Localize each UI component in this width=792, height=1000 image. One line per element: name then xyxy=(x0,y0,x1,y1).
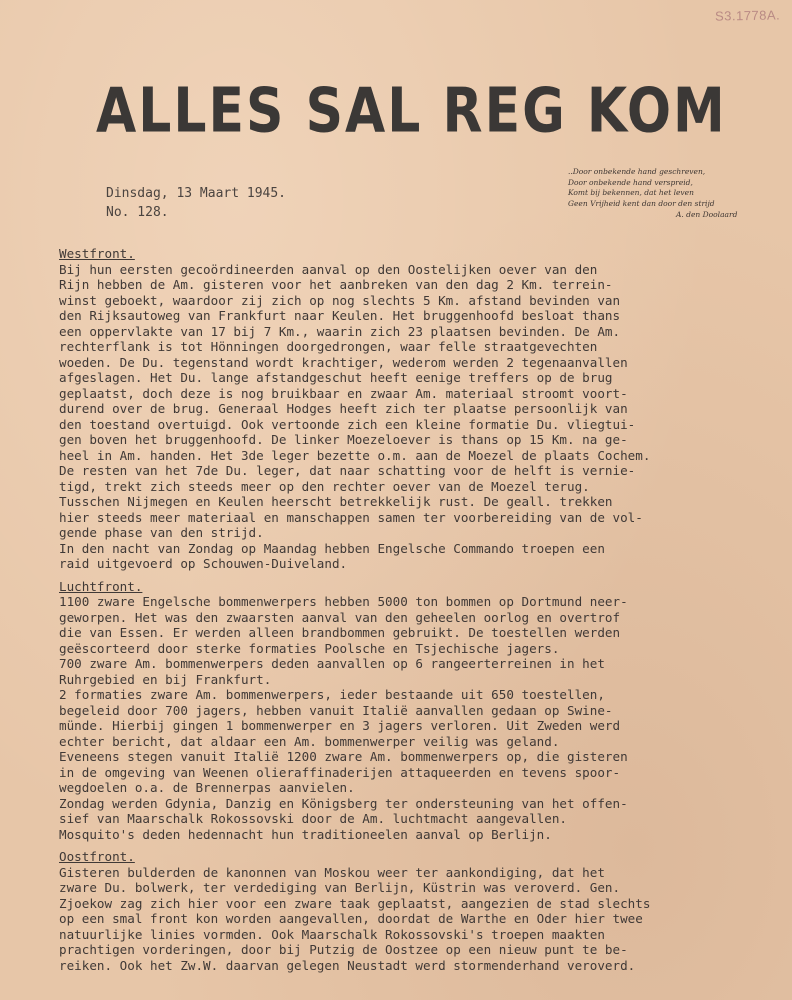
section-westfront xyxy=(59,246,787,572)
text-line: zware Du. bolwerk, ter verdediging van Berlijn, Küstrin was veroverd. Gen. xyxy=(59,880,621,895)
text-line: Bij hun eersten gecoördineerden aanval op den Oostelijken oever van den xyxy=(59,261,598,277)
text-line: wegdoelen o.a. de Brennerpas aanvielen. xyxy=(59,780,355,795)
text-line: münde. Hierbij gingen 1 bommenwerper en 3 jagers verloren. Uit Zweden werd xyxy=(59,718,621,733)
text-line: rechterflank is tot Hönningen doorgedrongen, waar felle straatgevechten xyxy=(59,339,598,354)
motto-line: Geen Vrijheid kent dan door den strijd xyxy=(568,198,715,208)
text-line: geëscorteerd door sterke formaties Poolsche en Tsjechische jagers. xyxy=(59,640,560,656)
section-spacer xyxy=(59,572,787,579)
text-line: natuurlijke linies vormden. Ook Maarschalk Rokossovski's troepen maakten xyxy=(59,926,605,942)
motto-verse xyxy=(568,167,737,221)
text-line: raid uitgevoerd op Schouwen-Duiveland. xyxy=(59,556,348,571)
text-line: prachtigen vorderingen, door bij Putzig de Oostzee op een nieuw punt te be- xyxy=(59,942,628,957)
text-line: Rijn hebben de Am. gisteren voor het aanbreken van den dag 2 Km. terrein- xyxy=(59,277,613,292)
text-line: die van Essen. Er werden alleen brandbommen gebruikt. De toestellen werden xyxy=(59,625,621,640)
text-line: op een smal front kon worden aangevallen, doordat de Warthe en Oder hier twee xyxy=(59,911,643,926)
section-heading: Oostfront. xyxy=(59,849,135,864)
masthead-title: ALLES SAL REG KOM xyxy=(96,76,727,147)
text-line: hier steeds meer materiaal en manschappen samen ter voorbereiding van de vol- xyxy=(59,509,643,525)
motto-line: Komt bij bekennen, dat het leven xyxy=(568,188,694,197)
section-heading: Luchtfront. xyxy=(59,578,143,594)
text-line: Tusschen Nijmegen en Keulen heerscht betrekkelijk rust. De geall. trekken xyxy=(59,494,613,509)
text-line: een oppervlakte van 17 bij 7 Km., waarin zich 23 plaatsen bevinden. De Am. xyxy=(59,323,621,339)
text-line: 1100 zware Engelsche bommenwerpers hebben 5000 ton bommen op Dortmund neer- xyxy=(59,594,628,609)
archive-reference: S3.1778A. xyxy=(714,7,781,24)
text-line: In den nacht van Zondag op Maandag hebben Engelsche Commando troepen een xyxy=(59,540,605,556)
text-line: in de omgeving van Weenen olieraffinaderijen attaqueerden en tevens spoor- xyxy=(59,764,621,780)
text-line: Zondag werden Gdynia, Danzig en Königsberg ter ondersteuning van het offen- xyxy=(59,795,628,811)
issue-date: Dinsdag, 13 Maart 1945. xyxy=(106,186,287,201)
text-line: Gisteren bulderden de kanonnen van Moskou weer ter aankondiging, dat het xyxy=(59,864,605,880)
dateline xyxy=(106,184,286,222)
motto-line: ..Door onbekende hand geschreven, xyxy=(568,167,706,176)
text-line: durend over de brug. Generaal Hodges heeft zich ter plaatse persoonlijk van xyxy=(59,401,628,416)
issue-number: No. 128. xyxy=(106,205,169,220)
section-spacer xyxy=(59,842,787,849)
text-line: gende phase van den strijd. xyxy=(59,525,264,540)
section-luchtfront xyxy=(59,572,787,843)
text-line: Mosquito's deden hedennacht hun traditioneelen aanval op Berlijn. xyxy=(59,826,552,842)
text-line: sief van Maarschalk Rokossovski door de Am. luchtmacht aangevallen. xyxy=(59,811,567,826)
bulletin-body xyxy=(59,246,787,973)
text-line: tigd, trekt zich steeds meer op den rechter oever van de Moezel terug. xyxy=(59,478,590,494)
text-line: den Rijksautoweg van Frankfurt naar Keulen. Het bruggenhoofd besloat thans xyxy=(59,308,621,323)
motto-author: A. den Doolaard xyxy=(676,210,738,219)
text-line: heel in Am. handen. Het 3de leger bezette o.m. aan de Moezel de plaats Cochem. xyxy=(59,447,651,463)
text-line: den toestand overtuigd. Ook vertoonde zich een kleine formatie Du. vliegtui- xyxy=(59,416,636,432)
text-line: woeden. De Du. tegenstand wordt krachtiger, wederom werden 2 tegenaanvallen xyxy=(59,354,628,370)
text-line: reiken. Ook het Zw.W. daarvan gelegen Neustadt werd stormenderhand veroverd. xyxy=(59,957,636,973)
text-line: Ruhrgebied en bij Frankfurt. xyxy=(59,671,272,687)
motto-line: Door onbekende hand verspreid, xyxy=(568,177,693,187)
text-line: gen boven het bruggenhoofd. De linker Moezeloever is thans op 15 Km. na ge- xyxy=(59,432,628,447)
text-line: Eveneens stegen vanuit Italië 1200 zware Am. bommenwerpers op, die gisteren xyxy=(59,749,628,764)
text-line: De resten van het 7de Du. leger, dat naar schatting voor de helft is vernie- xyxy=(59,463,636,478)
text-line: echter bericht, dat aldaar een Am. bommenwerper veilig was geland. xyxy=(59,733,560,749)
text-line: 700 zware Am. bommenwerpers deden aanvallen op 6 rangeerterreinen in het xyxy=(59,656,605,671)
text-line: winst geboekt, waardoor zij zich op nog slechts 5 Km. afstand bevinden van xyxy=(59,292,621,308)
text-line: geworpen. Het was den zwaarsten aanval van den geheelen oorlog en overtrof xyxy=(59,609,621,625)
text-line: begeleid door 700 jagers, hebben vanuit Italië aanvallen gedaan op Swine- xyxy=(59,702,613,718)
text-line: Zjoekow zag zich hier voor een zware taak geplaatst, aangezien de stad slechts xyxy=(59,895,651,911)
text-line: geplaatst, doch deze is nog bruikbaar en zwaar Am. materiaal stroomt voort- xyxy=(59,385,628,401)
text-line: 2 formaties zware Am. bommenwerpers, ieder bestaande uit 650 toestellen, xyxy=(59,687,605,702)
section-heading: Westfront. xyxy=(59,246,135,261)
section-oostfront xyxy=(59,842,787,973)
text-line: afgeslagen. Het Du. lange afstandgeschut heeft eenige treffers op de brug xyxy=(59,370,613,385)
